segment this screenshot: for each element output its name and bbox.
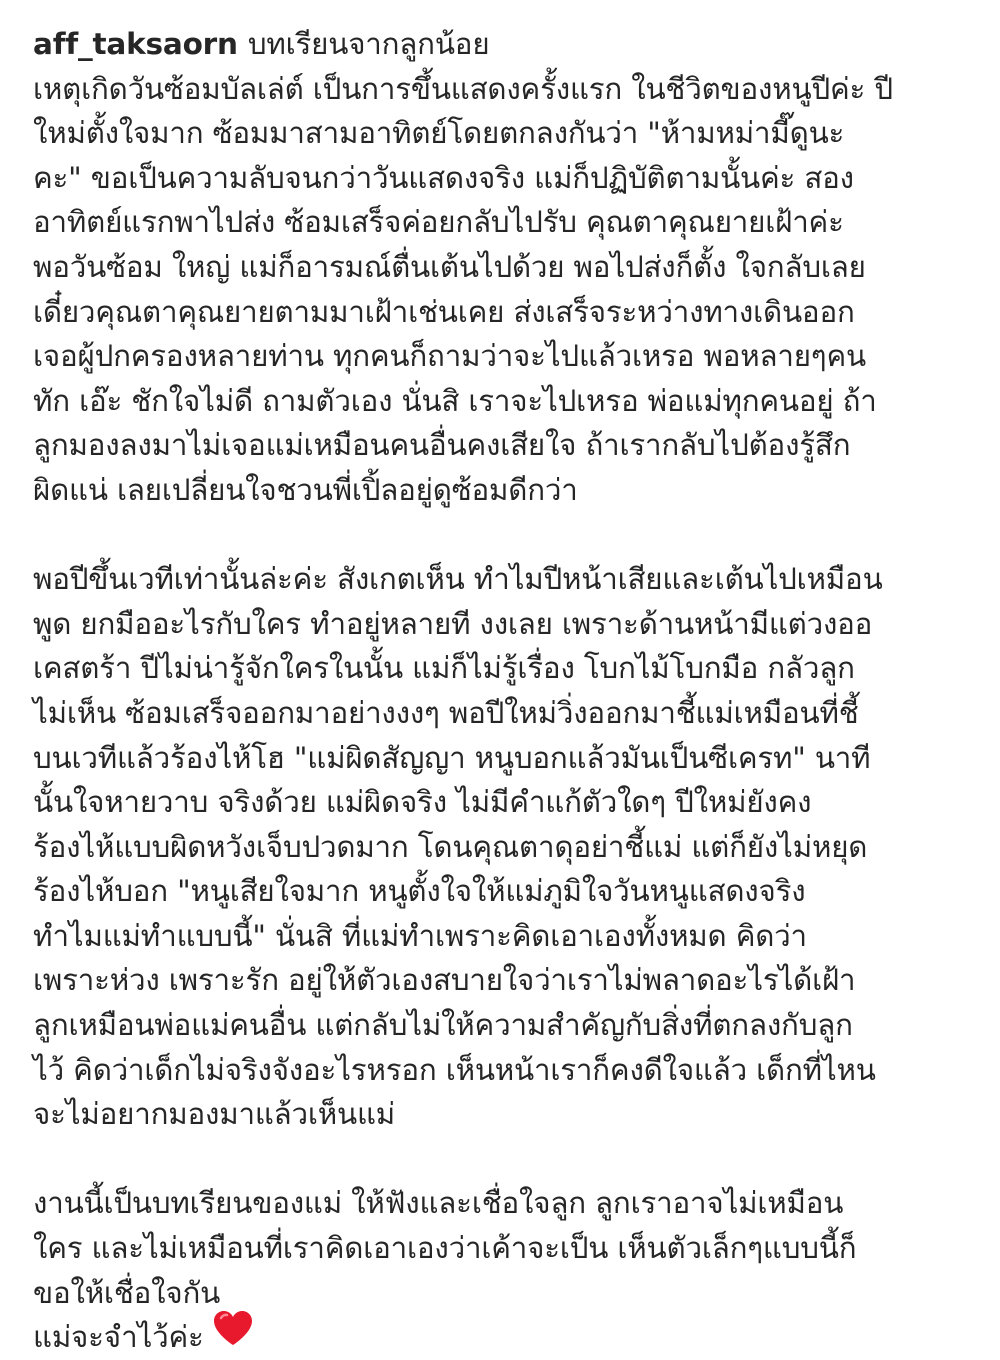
paragraph-2-line: พูด ยกมืออะไรกับใคร ทำอยู่หลายที งงเลย เพราะด้านหน้ามีแต่วงออ xyxy=(33,606,873,641)
paragraph-2-line: ทำไมแม่ทำแบบนี้" นั่นสิ ที่แม่ทำเพราะคิดเอาเองทั้งหมด คิดว่า xyxy=(33,918,807,953)
paragraph-2-line: ร้องไห้แบบผิดหวังเจ็บปวดมาก โดนคุณตาดุอย่าชี้แม่ แต่ก็ยังไม่หยุด xyxy=(33,829,868,864)
paragraph-2 xyxy=(33,557,983,1137)
paragraph-1-line: อาทิตย์แรกพาไปส่ง ซ้อมเสร็จค่อยกลับไปรับ คุณตาคุณยายเฝ้าค่ะ xyxy=(33,205,844,240)
closing-text: แม่จะจำไว้ค่ะ xyxy=(33,1320,204,1355)
heart-icon xyxy=(212,1309,254,1360)
paragraph-2-line: เพราะห่วง เพราะรัก อยู่ให้ตัวเองสบายใจว่าเราไม่พลาดอะไรได้เฝ้า xyxy=(33,963,856,998)
paragraph-2-line: ไม่เห็น ซ้อมเสร็จออกมาอย่างงงๆ พอปีใหม่วิ่งออกมาชี้แม่เหมือนที่ชี้ xyxy=(33,695,859,730)
paragraph-3 xyxy=(33,1181,983,1315)
username-link[interactable]: aff_taksaorn xyxy=(33,27,238,61)
paragraph-1-line: ลูกมองลงมาไม่เจอแม่เหมือนคนอื่นคงเสียใจ ถ้าเรากลับไปต้องรู้สึก xyxy=(33,428,851,463)
paragraph-2-line: จะไม่อยากมองมาแล้วเห็นแม่ xyxy=(33,1097,396,1132)
paragraph-1-line: เหตุเกิดวันซ้อมบัลเล่ต์ เป็นการขึ้นแสดงครั้งแรก ในชีวิตของหนูปีค่ะ ปี xyxy=(33,71,893,106)
paragraph-2-line: ลูกเหมือนพ่อแม่คนอื่น แต่กลับไม่ให้ความสำคัญกับสิ่งที่ตกลงกับลูก xyxy=(33,1008,853,1043)
paragraph-3-line: งานนี้เป็นบทเรียนของแม่ ให้ฟังและเชื่อใจลูก ลูกเราอาจไม่เหมือน xyxy=(33,1186,844,1221)
paragraph-2-line: นั้นใจหายวาบ จริงด้วย แม่ผิดจริง ไม่มีคำแก้ตัวใดๆ ปีใหม่ยังคง xyxy=(33,785,812,820)
paragraph-1-line: คะ" ขอเป็นความลับจนกว่าวันแสดงจริง แม่ก็ปฏิบัติตามนั้นค่ะ สอง xyxy=(33,160,854,195)
paragraph-2-line: พอปีขึ้นเวทีเท่านั้นล่ะค่ะ สังเกตเห็น ทำไมปีหน้าเสียและเต้นไปเหมือน xyxy=(33,562,883,597)
paragraph-1-line: พอวันซ้อม ใหญ่ แม่ก็อารมณ์ตื่นเต้นไปด้วย พอไปส่งก็ตั้ง ใจกลับเลย xyxy=(33,249,866,284)
post-title: บทเรียนจากลูกน้อย xyxy=(247,27,490,61)
paragraph-1-line: เดี๋ยวคุณตาคุณยายตามมาเฝ้าเช่นเคย ส่งเสร็จระหว่างทางเดินออก xyxy=(33,294,855,329)
paragraph-1 xyxy=(33,67,983,513)
paragraph-1-line: ทัก เอ๊ะ ชักใจไม่ดี ถามตัวเอง นั่นสิ เราจะไปเหรอ พ่อแม่ทุกคนอยู่ ถ้า xyxy=(33,383,877,418)
paragraph-2-line: เคสตร้า ปีไม่น่ารู้จักใครในนั้น แม่ก็ไม่รู้เรื่อง โบกไม้โบกมือ กลัวลูก xyxy=(33,651,855,686)
post-caption xyxy=(33,22,983,1360)
paragraph-2-line: ร้องไห้บอก "หนูเสียใจมาก หนูตั้งใจให้แม่ภูมิใจวันหนูแสดงจริง xyxy=(33,874,806,909)
paragraph-gap xyxy=(33,513,983,558)
paragraph-2-line: บนเวทีแล้วร้องไห้โฮ "แม่ผิดสัญญา หนูบอกแล้วมันเป็นซีเครท" นาที xyxy=(33,740,871,775)
heart-icon-svg xyxy=(212,1309,254,1347)
paragraph-1-line: เจอผู้ปกครองหลายท่าน ทุกคนก็ถามว่าจะไปแล้วเหรอ พอหลายๆคน xyxy=(33,339,866,374)
paragraph-3-line: ขอให้เชื่อใจกัน xyxy=(33,1275,221,1310)
closing-line xyxy=(33,1315,983,1360)
paragraph-1-line: ใหม่ตั้งใจมาก ซ้อมมาสามอาทิตย์โดยตกลงกันว่า "ห้ามหม่ามี๊ดูนะ xyxy=(33,116,845,151)
paragraph-3-line: ใคร และไม่เหมือนที่เราคิดเอาเองว่าเค้าจะเป็น เห็นตัวเล็กๆแบบนี้ก็ xyxy=(33,1231,857,1266)
paragraph-2-line: ไว้ คิดว่าเด็กไม่จริงจังอะไรหรอก เห็นหน้าเราก็คงดีใจแล้ว เด็กที่ไหน xyxy=(33,1052,876,1087)
paragraph-1-line: ผิดแน่ เลยเปลี่ยนใจชวนพี่เปิ้ลอยู่ดูซ้อมดีกว่า xyxy=(33,472,578,507)
caption-header xyxy=(33,22,983,67)
paragraph-gap xyxy=(33,1137,983,1182)
